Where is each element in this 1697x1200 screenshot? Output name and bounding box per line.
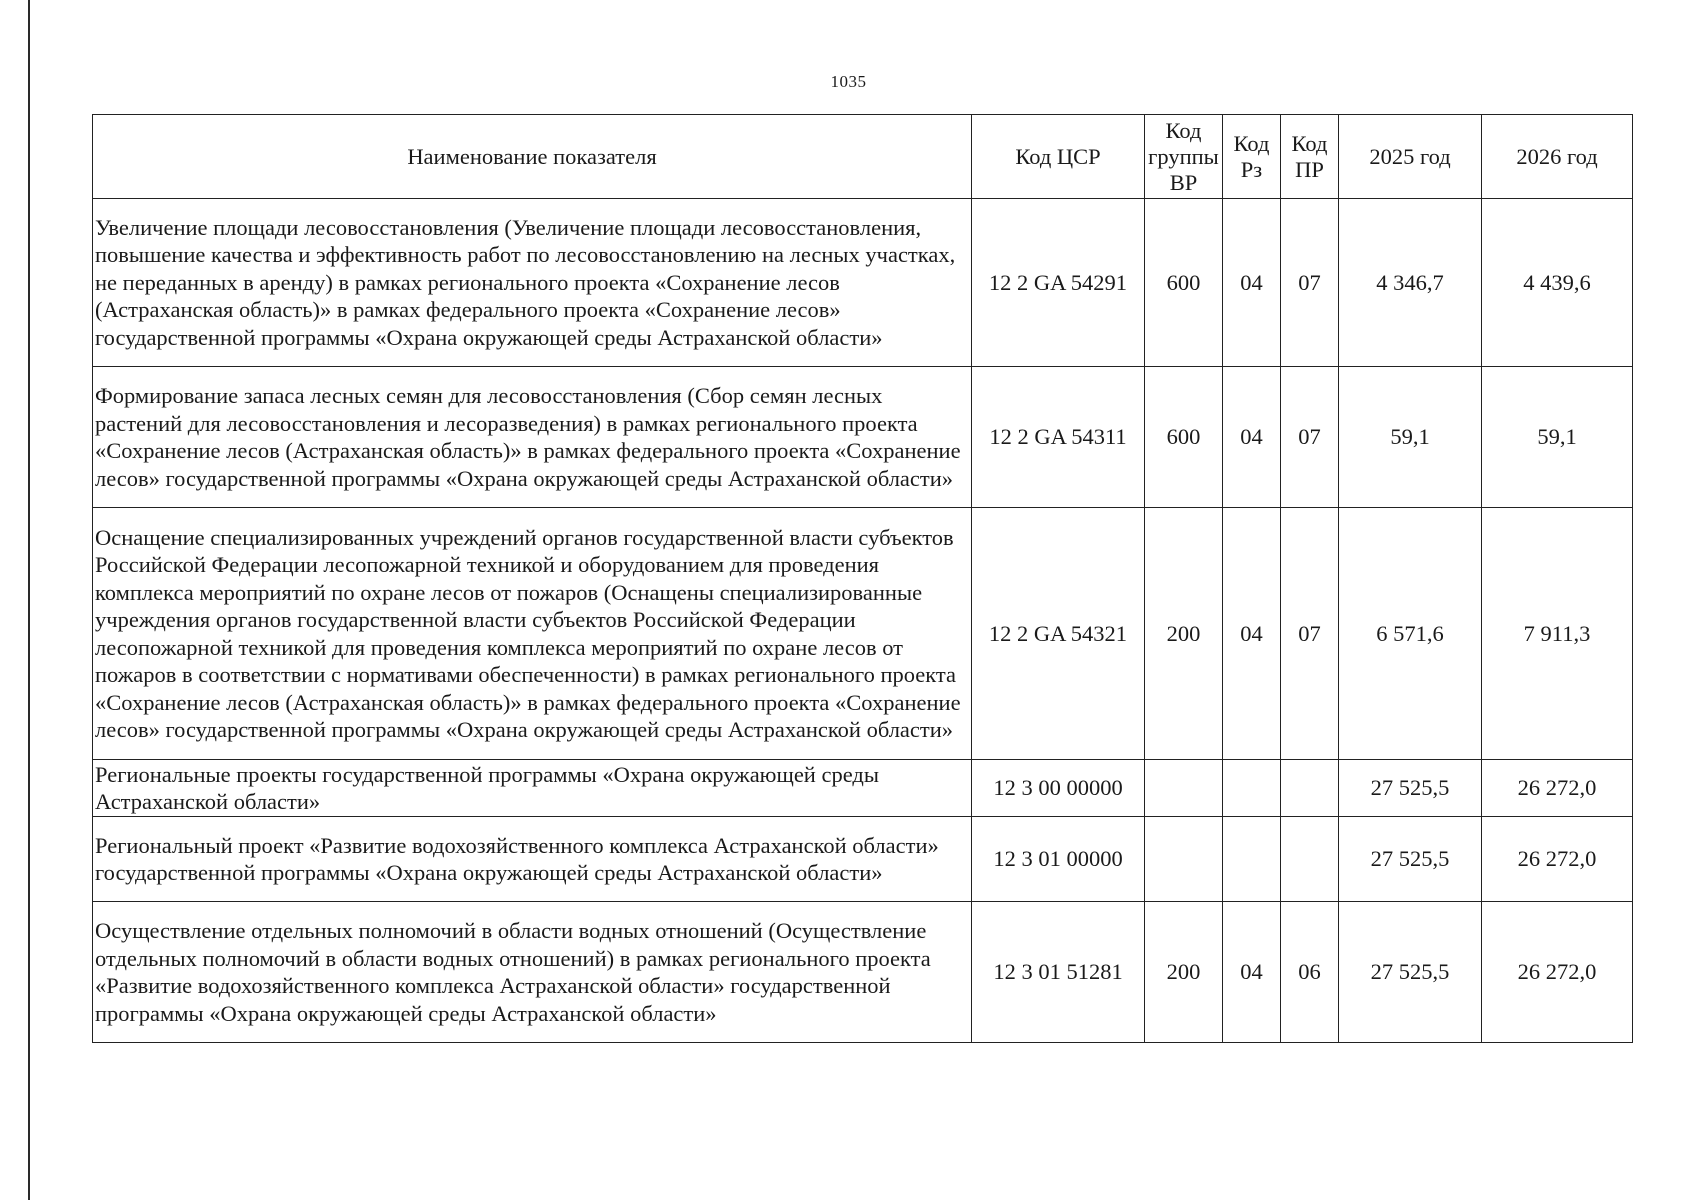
row-2026: 26 272,0 (1482, 760, 1633, 817)
header-2026: 2026 год (1482, 115, 1633, 199)
row-vr: 600 (1145, 367, 1223, 508)
row-name: Региональный проект «Развитие водохозяйственного комплекса Астраханской области» государственной программы «Охрана окружающей среды Астраханской области» (93, 817, 972, 902)
row-vr: 600 (1145, 199, 1223, 367)
row-csr: 12 2 GA 54321 (972, 508, 1145, 760)
row-2025: 27 525,5 (1339, 817, 1482, 902)
row-name: Оснащение специализированных учреждений органов государственной власти субъектов Российской Федерации лесопожарной техникой и оборудованием для проведения комплекса мероприятий по охране лесов от пожаров (Оснащены специализированные учреждения органов государственной власти субъектов Российской Федерации лесопожарной техникой для проведения комплекса мероприятий по охране лесов от пожаров в соответствии с нормативами обеспеченности) в рамках регионального проекта «Сохранение лесов (Астраханская область)» в рамках федерального проекта «Сохранение лесов» государственной программы «Охрана окружающей среды Астраханской области» (93, 508, 972, 760)
row-2025: 27 525,5 (1339, 902, 1482, 1043)
row-name: Формирование запаса лесных семян для лесовосстановления (Сбор семян лесных растений для лесовосстановления и лесоразведения) в рамках регионального проекта «Сохранение лесов (Астраханская область)» в рамках федерального проекта «Сохранение лесов» государственной программы «Охрана окружающей среды Астраханской области» (93, 367, 972, 508)
table-row (93, 902, 1633, 1043)
row-csr: 12 2 GA 54291 (972, 199, 1145, 367)
row-rz (1223, 760, 1281, 817)
row-2026: 26 272,0 (1482, 902, 1633, 1043)
row-pr: 07 (1281, 199, 1339, 367)
row-rz: 04 (1223, 367, 1281, 508)
row-2025: 27 525,5 (1339, 760, 1482, 817)
table-row (93, 817, 1633, 902)
row-2026: 26 272,0 (1482, 817, 1633, 902)
row-2026: 59,1 (1482, 367, 1633, 508)
row-rz: 04 (1223, 508, 1281, 760)
row-pr: 07 (1281, 367, 1339, 508)
row-csr: 12 2 GA 54311 (972, 367, 1145, 508)
row-csr: 12 3 00 00000 (972, 760, 1145, 817)
row-pr (1281, 817, 1339, 902)
row-vr (1145, 760, 1223, 817)
row-2025: 6 571,6 (1339, 508, 1482, 760)
row-vr: 200 (1145, 508, 1223, 760)
row-csr: 12 3 01 51281 (972, 902, 1145, 1043)
row-name: Региональные проекты государственной программы «Охрана окружающей среды Астраханской области» (93, 760, 972, 817)
row-pr: 06 (1281, 902, 1339, 1043)
header-csr: Код ЦСР (972, 115, 1145, 199)
row-2026: 4 439,6 (1482, 199, 1633, 367)
row-name: Увеличение площади лесовосстановления (Увеличение площади лесовосстановления, повышение качества и эффективность работ по лесовосстановлению на лесных участках, не переданных в аренду) в рамках регионального проекта «Сохранение лесов (Астраханская область)» в рамках федерального проекта «Сохранение лесов» государственной программы «Охрана окружающей среды Астраханской области» (93, 199, 972, 367)
header-pr: Код ПР (1281, 115, 1339, 199)
page-number: 1035 (830, 72, 867, 91)
table-row (93, 199, 1633, 367)
scan-edge-line (28, 0, 30, 1200)
table-row (93, 760, 1633, 817)
header-name: Наименование показателя (93, 115, 972, 199)
row-rz: 04 (1223, 199, 1281, 367)
budget-table (92, 114, 1633, 1043)
row-2025: 59,1 (1339, 367, 1482, 508)
row-vr: 200 (1145, 902, 1223, 1043)
header-2025: 2025 год (1339, 115, 1482, 199)
table-header-row (93, 115, 1633, 199)
table-row (93, 367, 1633, 508)
row-vr (1145, 817, 1223, 902)
row-pr (1281, 760, 1339, 817)
row-2026: 7 911,3 (1482, 508, 1633, 760)
row-rz (1223, 817, 1281, 902)
header-rz: Код Рз (1223, 115, 1281, 199)
row-csr: 12 3 01 00000 (972, 817, 1145, 902)
row-pr: 07 (1281, 508, 1339, 760)
table-row (93, 508, 1633, 760)
row-name: Осуществление отдельных полномочий в области водных отношений (Осуществление отдельных полномочий в области водных отношений) в рамках регионального проекта «Развитие водохозяйственного комплекса Астраханской области» государственной программы «Охрана окружающей среды Астраханской области» (93, 902, 972, 1043)
row-2025: 4 346,7 (1339, 199, 1482, 367)
header-vr: Код группы ВР (1145, 115, 1223, 199)
row-rz: 04 (1223, 902, 1281, 1043)
